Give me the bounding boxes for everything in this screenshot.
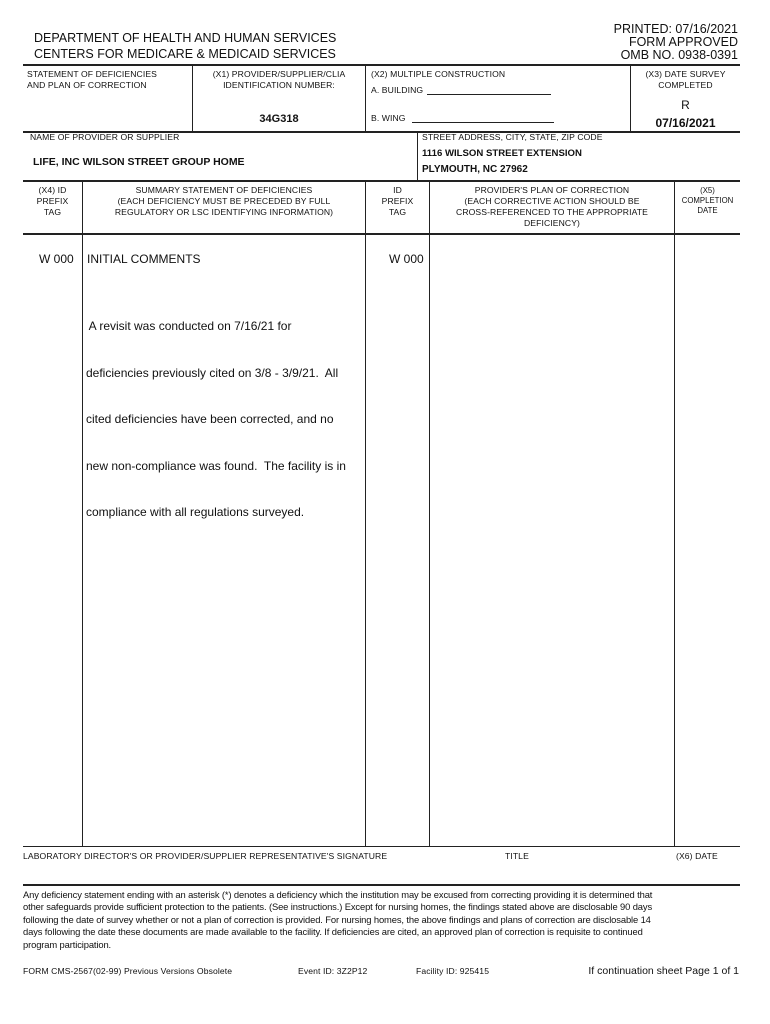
building-field[interactable] bbox=[427, 94, 551, 95]
x1-label: (X1) PROVIDER/SUPPLIER/CLIA IDENTIFICATION NUMBER: bbox=[212, 69, 346, 90]
provider-name-label: NAME OF PROVIDER OR SUPPLIER bbox=[30, 132, 180, 142]
col-divider-3 bbox=[429, 180, 430, 846]
summary-header: SUMMARY STATEMENT OF DEFICIENCIES (EACH DEFICIENCY MUST BE PRECEDED BY FULL REGULATORY OR LSC IDENTIFYING INFORMATION) bbox=[114, 185, 334, 217]
x1-value: 34G318 bbox=[259, 113, 299, 125]
x3-label: (X3) DATE SURVEY COMPLETED bbox=[645, 69, 726, 90]
col-divider-2 bbox=[365, 180, 366, 846]
printed-date: PRINTED: 07/16/2021 bbox=[613, 22, 738, 36]
provider-name: LIFE, INC WILSON STREET GROUP HOME bbox=[33, 156, 245, 168]
disclaimer: Any deficiency statement ending with an asterisk (*) denotes a deficiency which the institution may be excused from correcting providing it is determined that other safeguards provide sufficient protection to the patients. (See instructions.) Except for nursing homes, the findings stated above are disclosable 90 days following the date of survey whether or not a plan of correction is provided. For nursing homes, the above findings and plans of correction are disclosable 14 days following the date these documents are made available to the facility. If deficiencies are cited, an approved plan of correction is requisite to continued program participation. bbox=[23, 889, 653, 950]
omb-number: OMB NO. 0938-0391 bbox=[620, 48, 738, 62]
top-border bbox=[23, 64, 740, 66]
col-divider-1 bbox=[82, 180, 83, 846]
wing-label: B. WING bbox=[371, 113, 406, 123]
facility-id: Facility ID: 925415 bbox=[416, 966, 490, 976]
signature-top-border bbox=[23, 846, 740, 847]
id-header: ID PREFIX TAG bbox=[381, 185, 414, 217]
form-approved: FORM APPROVED bbox=[628, 35, 738, 49]
agency-name: DEPARTMENT OF HEALTH AND HUMAN SERVICES bbox=[34, 31, 337, 45]
entry-title: INITIAL COMMENTS bbox=[87, 252, 201, 266]
street-address: 1116 WILSON STREET EXTENSION bbox=[422, 148, 582, 159]
divider-4 bbox=[417, 131, 418, 181]
left-tag: W 000 bbox=[39, 252, 74, 266]
row-border-2 bbox=[23, 180, 740, 182]
form-id: FORM CMS-2567(02-99) Previous Versions Obsolete bbox=[23, 966, 233, 976]
right-tag: W 000 bbox=[389, 252, 424, 266]
event-id: Event ID: 3Z2P12 bbox=[298, 966, 368, 976]
divider-2 bbox=[365, 64, 366, 132]
signature-bottom-border bbox=[23, 884, 740, 886]
x3-r: R bbox=[681, 98, 690, 112]
x3-date: 07/16/2021 bbox=[655, 116, 716, 130]
address-label: STREET ADDRESS, CITY, STATE, ZIP CODE bbox=[422, 132, 603, 142]
building-label: A. BUILDING bbox=[371, 85, 424, 95]
agency-subname: CENTERS FOR MEDICARE & MEDICAID SERVICES bbox=[34, 47, 336, 61]
x5-header: (X5) COMPLETION DATE bbox=[681, 186, 734, 215]
page-info: If continuation sheet Page 1 of 1 bbox=[588, 965, 739, 977]
col-divider-4 bbox=[674, 180, 675, 846]
plan-header: PROVIDER'S PLAN OF CORRECTION (EACH CORRECTIVE ACTION SHOULD BE CROSS-REFERENCED TO THE APPROPRIATE DEFICIENCY) bbox=[456, 185, 648, 228]
entry-text: A revisit was conducted on 7/16/21 for deficiencies previously cited on 3/8 - 3/9/21. All cited deficiencies have been corrected, and no new non-compliance was found. The facility is in compliance with all regulations surveyed. bbox=[86, 319, 346, 519]
wing-field[interactable] bbox=[412, 122, 554, 123]
title-label: TITLE bbox=[505, 851, 529, 861]
city-state-zip: PLYMOUTH, NC 27962 bbox=[422, 164, 528, 175]
x4-header: (X4) ID PREFIX TAG bbox=[36, 185, 69, 217]
x2-label: (X2) MULTIPLE CONSTRUCTION bbox=[371, 69, 506, 79]
row-border-3 bbox=[23, 233, 740, 235]
signature-label: LABORATORY DIRECTOR'S OR PROVIDER/SUPPLIER REPRESENTATIVE'S SIGNATURE bbox=[23, 851, 388, 861]
x6-date-label: (X6) DATE bbox=[676, 851, 718, 861]
statement-label: STATEMENT OF DEFICIENCIES AND PLAN OF CORRECTION bbox=[27, 69, 157, 90]
